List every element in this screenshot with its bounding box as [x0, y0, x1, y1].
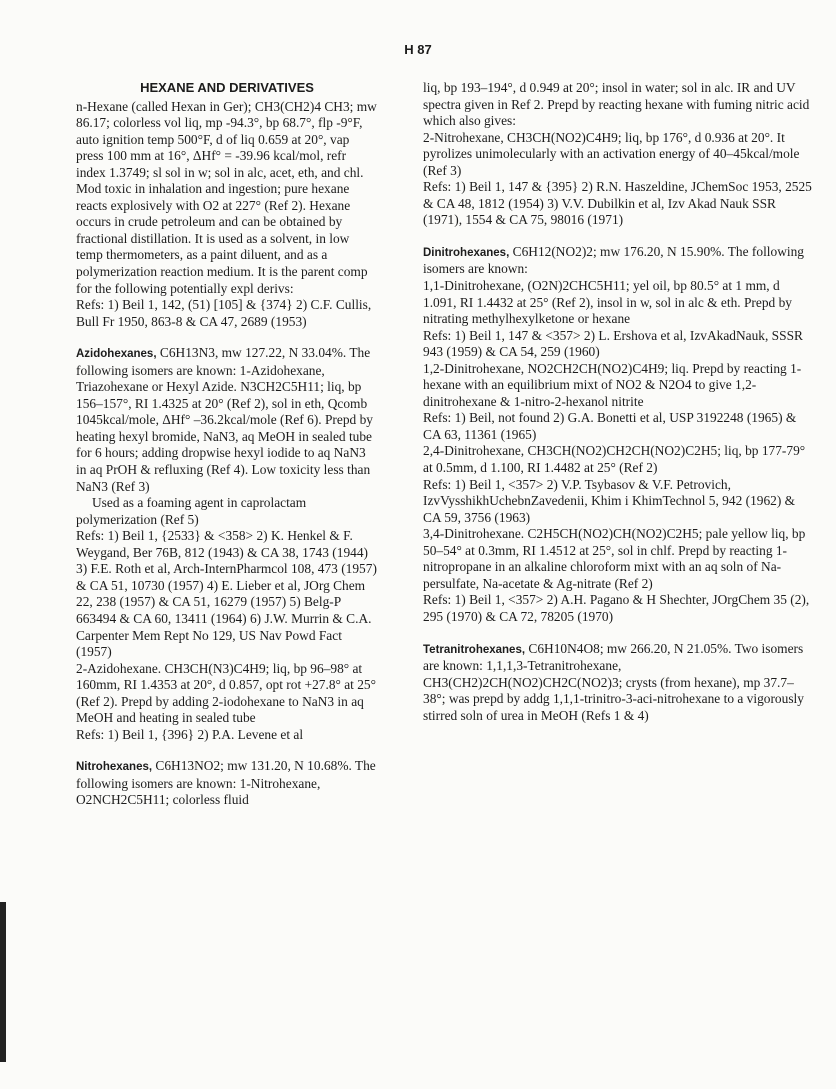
azidohexanes-text: C6H13N3, mw 127.22, N 33.04%. The following isomers are known: 1-Azidohexane, Triazohexane or Hexyl Azide. N3CH2C5H11; liq, bp 156–157°, RI 1.4325 at 20° (Ref 2), sol in eth, Qcomb 1045kcal/mole, ΔHf° –36.2kcal/mole (Ref 6). Prepd by heating hexyl bromide, NaN3, aq MeOH in sealed tube for 6 hours; adding dropwise hexyl iodide to aq NaN3 in aq PrOH & refluxing (Ref 4). Low toxicity less than NaN3 (Ref 3) [76, 345, 373, 494]
page-edge-mark [0, 902, 6, 1062]
nitrohexanes-section [76, 758, 378, 809]
left-column [76, 80, 378, 824]
tetranitrohexanes-paragraph [423, 641, 815, 725]
nitrohexane-2: 2-Nitrohexane, CH3CH(NO2)C4H9; liq, bp 176°, d 0.936 at 20°. It pyrolizes unimolecularly with an activation energy of 40–45kcal/mole (Ref 3) [423, 129, 800, 178]
dinitrohexane-11: 1,1-Dinitrohexane, (O2N)2CHC5H11; yel oil, bp 80.5° at 1 mm, d 1.091, RI 1.4432 at 25° (Ref 2), insol in w, sol in alc & eth. Prepd by nitrating methylhexylketone or hexane [423, 278, 792, 327]
dinitrohexanes-text: C6H12(NO2)2; mw 176.20, N 15.90%. The following isomers are known: [423, 243, 804, 277]
dinitrohexane-24-refs: Refs: 1) Beil 1, <357> 2) V.P. Tsybasov & V.F. Petrovich, IzvVysshikhUchebnZavedenii, Khim i KhimTechnol 5, 942 (1962) & CA 59, 3756 (1963) [423, 476, 796, 525]
right-column [423, 80, 815, 739]
azidohexanes-use: Used as a foaming agent in caprolactam polymerization (Ref 5) [76, 495, 307, 527]
azidohexanes-section [76, 345, 378, 743]
dinitrohexanes-title: Dinitrohexanes, [423, 246, 510, 259]
azidohexane-2: 2-Azidohexane. CH3CH(N3)C4H9; liq, bp 96–98° at 160mm, RI 1.4353 at 20°, d 0.857, opt rot +27.8° at 25° (Ref 2). Prepd by adding 2-iodohexane to NaN3 in aq MeOH and heating in sealed tube [76, 660, 376, 726]
hexane-refs: Refs: 1) Beil 1, 142, (51) [105] & {374} 2) C.F. Cullis, Bull Fr 1950, 863-8 & CA 47, 2689 (1953) [76, 297, 372, 329]
nitrohexanes-continued [423, 80, 815, 229]
dinitrohexane-34-refs: Refs: 1) Beil 1, <357> 2) A.H. Pagano & H Shechter, JOrgChem 35 (2), 295 (1970) & CA 72, 78205 (1970) [423, 592, 810, 624]
dinitrohexane-24: 2,4-Dinitrohexane, CH3CH(NO2)CH2CH(NO2)C2H5; liq, bp 177-79° at 0.5mm, d 1.100, RI 1.4482 at 25° (Ref 2) [423, 443, 806, 476]
dinitrohexanes-paragraph [423, 244, 815, 278]
nitrohexanes-text: C6H13NO2; mw 131.20, N 10.68%. The following isomers are known: 1-Nitrohexane, O2NCH2C5H11; colorless fluid [76, 758, 376, 808]
azidohexanes-title: Azidohexanes, [76, 348, 157, 361]
nitrohexanes-refs: Refs: 1) Beil 1, 147 & {395} 2) R.N. Haszeldine, JChemSoc 1953, 2525 & CA 48, 1812 (1954) 3) V.V. Dubilkin et al, Izv Akad Nauk SSR (1971), 1554 & CA 75, 98016 (1971) [423, 179, 812, 228]
tetranitrohexanes-title: Tetranitrohexanes, [423, 643, 526, 656]
tetranitrohexanes-text: C6H10N4O8; mw 266.20, N 21.05%. Two isomers are known: 1,1,1,3-Tetranitrohexane, CH3(CH2)2CH(NO2)CH2C(NO2)3; crysts (from hexane), mp 37.7–38°; was prepd by addg 1,1,1-trinitro-3-aci-nitrohexane to a vigorously stirred soln of urea in MeOH (Refs 1 & 4) [423, 640, 804, 723]
nitrohexanes-title: Nitrohexanes, [76, 761, 153, 774]
hexane-text: n-Hexane (called Hexan in Ger); CH3(CH2)4 CH3; mw 86.17; colorless vol liq, mp -94.3°, bp 68.7°, flp -9°F, auto ignition temp 500°F, d of liq 0.659 at 20°, vap press 100 mm at 16°, ΔHf° = -39.96 kcal/mol, refr index 1.3749; sl sol in w; sol in alc, acet, eth, and chl. Mod toxic in inhalation and ingestion; pure hexane reacts explosively with O2 at 227° (Ref 2). Hexane occurs in crude petroleum and can be obtained by fractional distillation. It is used as a solvent, in low temp thermometers, as a paint diluent, and as a polymerization reaction medium. It is the parent comp for the following potentially expl derivs: [76, 98, 377, 296]
dinitrohexanes-section [423, 244, 815, 626]
nitrohexanes-cont-text: liq, bp 193–194°, d 0.949 at 20°; insol in water; sol in alc. IR and UV spectra given in Ref 2. Prepd by reacting hexane with fuming nitric acid which also gives: [423, 80, 810, 129]
azidohexanes-paragraph [76, 345, 378, 495]
dinitrohexane-11-refs: Refs: 1) Beil 1, 147 & <357> 2) L. Ershova et al, IzvAkadNauk, SSSR 943 (1959) & CA 54, 259 (1960) [423, 327, 803, 360]
azidohexanes-refs: Refs: 1) Beil 1, {2533} & <358> 2) K. Henkel & F. Weygand, Ber 76B, 812 (1943) & CA 38, 1743 (1944) 3) F.E. Roth et al, Arch-InternPharmcol 108, 473 (1957) & CA 51, 10730 (1957) 4) E. Lieber et al, JOrg Chem 22, 238 (1957) & CA 51, 16279 (1957) 5) Belg-P 663494 & CA 60, 13411 (1964) 6) J.W. Murrin & C.A. Carpenter Mem Rept No 129, US Nav Powd Fact (1957) [76, 528, 377, 660]
dinitrohexane-12: 1,2-Dinitrohexane, NO2CH2CH(NO2)C4H9; liq. Prepd by reacting 1-hexane with an equilibrium mixt of NO2 & N2O4 to give 1,2-dinitrohexane & 1-nitro-2-hexanol nitrite [423, 360, 802, 409]
azidohexane-2-refs: Refs: 1) Beil 1, {396} 2) P.A. Levene et al [76, 726, 304, 742]
tetranitrohexanes-section [423, 641, 815, 725]
dinitrohexane-12-refs: Refs: 1) Beil, not found 2) G.A. Bonetti et al, USP 3192248 (1965) & CA 63, 11361 (1965) [423, 410, 797, 442]
page-number: H 87 [404, 42, 432, 57]
section-heading: HEXANE AND DERIVATIVES [140, 80, 314, 95]
dinitrohexane-34: 3,4-Dinitrohexane. C2H5CH(NO2)CH(NO2)C2H5; pale yellow liq, bp 50–54° at 0.3mm, RI 1.4512 at 25°, sol in chlf. Prepd by reacting 1-nitropropane in an alkaline chloroform mixt with an aq soln of Na-persulfate, Na-acetate & Ag-nitrate (Ref 2) [423, 526, 806, 591]
nitrohexanes-paragraph [76, 758, 378, 809]
hexane-section [76, 80, 378, 330]
